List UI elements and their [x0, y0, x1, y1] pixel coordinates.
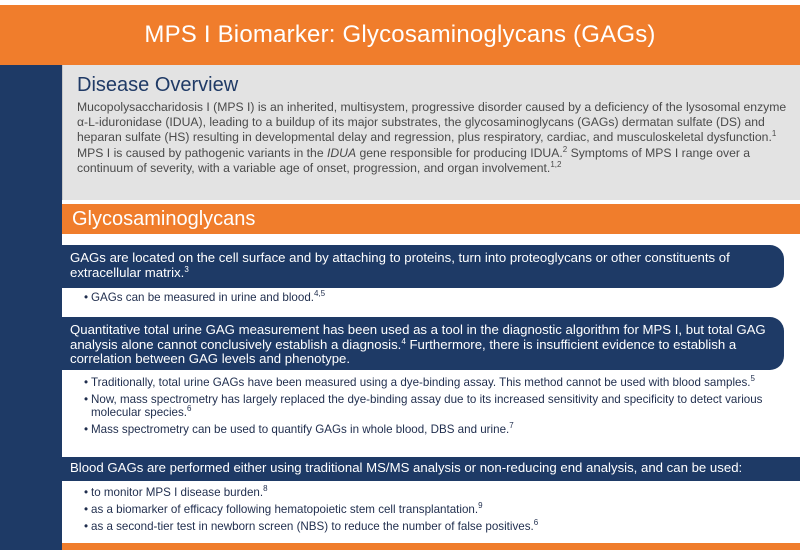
- ref-sup: 1,2: [550, 159, 562, 169]
- gene-name: IDUA: [326, 145, 357, 160]
- ref-sup: 2: [562, 144, 568, 154]
- list-item: [86, 486, 786, 499]
- ref-sup: 8: [263, 484, 268, 493]
- left-accent-stripe: [0, 65, 62, 550]
- bullet-text: as a second-tier test in newborn screen (NBS) to reduce the number of false positives.: [91, 520, 534, 533]
- bullet-text: as a biomarker of efficacy following hematopoietic stem cell transplantation.: [91, 503, 479, 516]
- ref-sup: 7: [509, 421, 514, 430]
- bullet-text: Mass spectrometry can be used to quantify GAGs in whole blood, DBS and urine.: [91, 423, 510, 436]
- callout-text: Quantitative total urine GAG measurement has been used as a tool in the diagnostic algorithm for MPS I, but total GAG analysis alone cannot conclusively establish a diagnosis.: [70, 322, 766, 352]
- bullet-list: [86, 291, 786, 308]
- overview-text-2: MPS I is caused by pathogenic variants in the: [77, 145, 327, 160]
- next-section-header-edge: [62, 543, 800, 550]
- list-item: [86, 520, 786, 533]
- top-margin: [0, 0, 800, 4]
- overview-heading: Disease Overview: [77, 74, 239, 96]
- list-item: [86, 393, 786, 419]
- bullet-text: to monitor MPS I disease burden.: [91, 486, 264, 499]
- ref-sup: 6: [533, 518, 539, 527]
- callout-text: Furthermore, there is insufficient evidence to establish a correlation between GAG levels and phenotype.: [70, 336, 737, 366]
- title-bar: [0, 5, 800, 65]
- overview-paragraph: [77, 100, 789, 176]
- ref-sup: 4: [401, 336, 406, 346]
- section-heading: Glycosaminoglycans: [72, 207, 256, 230]
- overview-text-4: Symptoms of MPS I range over a continuum of severity, with a variable age of onset, progression, and organ involvement.: [77, 145, 751, 175]
- page-title: MPS I Biomarker: Glycosaminoglycans (GAGs): [144, 21, 656, 48]
- callout-text: GAGs are located on the cell surface and by attaching to proteins, turn into proteoglycans or other constituents of extracellular matrix.: [70, 250, 730, 280]
- disease-overview-panel: [62, 65, 800, 200]
- bullet-text: Now, mass spectrometry has largely replaced the dye-binding assay due to its increased sensitivity and specificity to detect various molecular species.: [91, 393, 763, 419]
- ref-sup: 1: [771, 129, 777, 139]
- ref-sup: 3: [184, 264, 189, 274]
- list-item: [86, 291, 786, 304]
- ref-sup: 5: [750, 374, 755, 383]
- callout-text: Blood GAGs are performed either using traditional MS/MS analysis or non-reducing end analysis, and can be used:: [70, 460, 743, 475]
- list-item: [86, 423, 786, 436]
- glycosaminoglycans-header: [62, 204, 800, 234]
- overview-text-1: Mucopolysaccharidosis I (MPS I) is an inherited, multisystem, progressive disorder caused by a deficiency of the lysosomal enzyme α-L-iduronidase (IDUA), leading to a buildup of its major substrates, the glycosaminoglycans (GAGs) dermatan sulfate (DS) and heparan sulfate (HS) resulting in developmental delay and regression, plus respiratory, cardiac, and musculoskeletal dysfunction.: [77, 100, 787, 145]
- bullet-text: Traditionally, total urine GAGs have been measured using a dye-binding assay. This method cannot be used with blood samples.: [91, 376, 751, 389]
- bullet-text: GAGs can be measured in urine and blood.: [91, 291, 314, 304]
- blood-gag-callout: [62, 457, 800, 481]
- gag-location-callout: [62, 245, 784, 288]
- ref-sup: 9: [478, 501, 483, 510]
- ref-sup: 4,5: [314, 289, 326, 298]
- bullet-list: [86, 486, 786, 537]
- glycosaminoglycans-content: [62, 234, 800, 550]
- bullet-list: [86, 376, 786, 440]
- ref-sup: 6: [187, 404, 192, 413]
- urine-gag-callout: [62, 317, 784, 370]
- list-item: [86, 376, 786, 389]
- list-item: [86, 503, 786, 516]
- overview-text-3: gene responsible for producing IDUA.: [356, 145, 563, 160]
